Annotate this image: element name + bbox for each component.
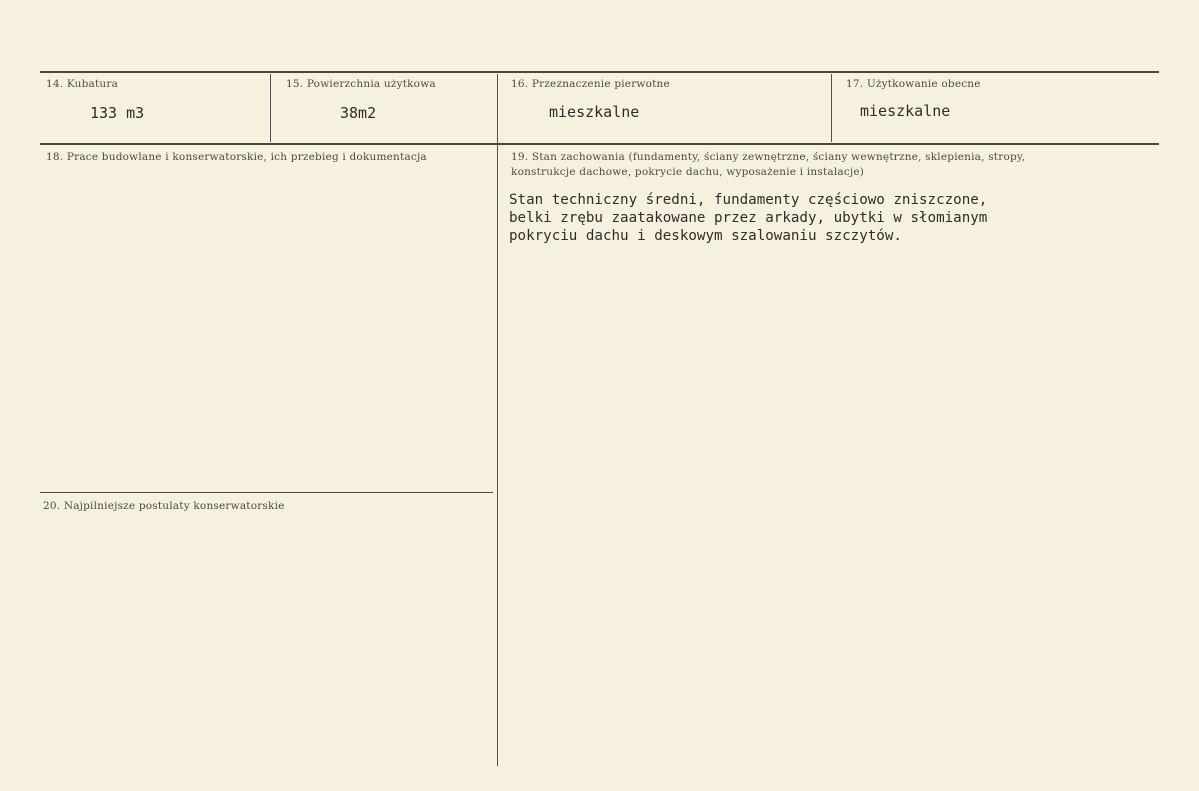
postulaty-label: 20. Najpilniejsze postulaty konserwatorskie (43, 500, 285, 512)
stan-label-line2: konstrukcje dachowe, pokrycie dachu, wyposażenie i instalacje) (511, 166, 865, 178)
divider-15-16 (497, 74, 498, 766)
powierzchnia-label: 15. Powierzchnia użytkowa (286, 78, 436, 90)
stan-label-line1: 19. Stan zachowania (fundamenty, ściany zewnętrzne, ściany wewnętrzne, sklepienia, stropy, (511, 151, 1026, 163)
stan-text-line1: Stan techniczny średni, fundamenty częściowo zniszczone, (509, 192, 988, 208)
section-20-rule (40, 492, 493, 493)
stan-text-line2: belki zrębu zaatakowane przez arkady, ubytki w słomianym (509, 210, 988, 226)
stan-text-line3: pokryciu dachu i deskowym szalowaniu szczytów. (509, 228, 902, 244)
powierzchnia-value: 38m2 (340, 104, 377, 122)
top-rule (40, 71, 1159, 73)
przeznaczenie-value: mieszkalne (549, 103, 640, 121)
divider-14-15 (270, 74, 271, 142)
kubatura-value: 133 m3 (90, 104, 145, 122)
divider-16-17 (831, 74, 832, 142)
kubatura-label: 14. Kubatura (46, 78, 119, 90)
przeznaczenie-label: 16. Przeznaczenie pierwotne (511, 78, 670, 90)
prace-label: 18. Prace budowlane i konserwatorskie, ich przebieg i dokumentacja (46, 151, 427, 163)
uzytkowanie-value: mieszkalne (860, 102, 951, 120)
header-bottom-rule (40, 143, 1159, 145)
uzytkowanie-label: 17. Użytkowanie obecne (846, 78, 981, 90)
